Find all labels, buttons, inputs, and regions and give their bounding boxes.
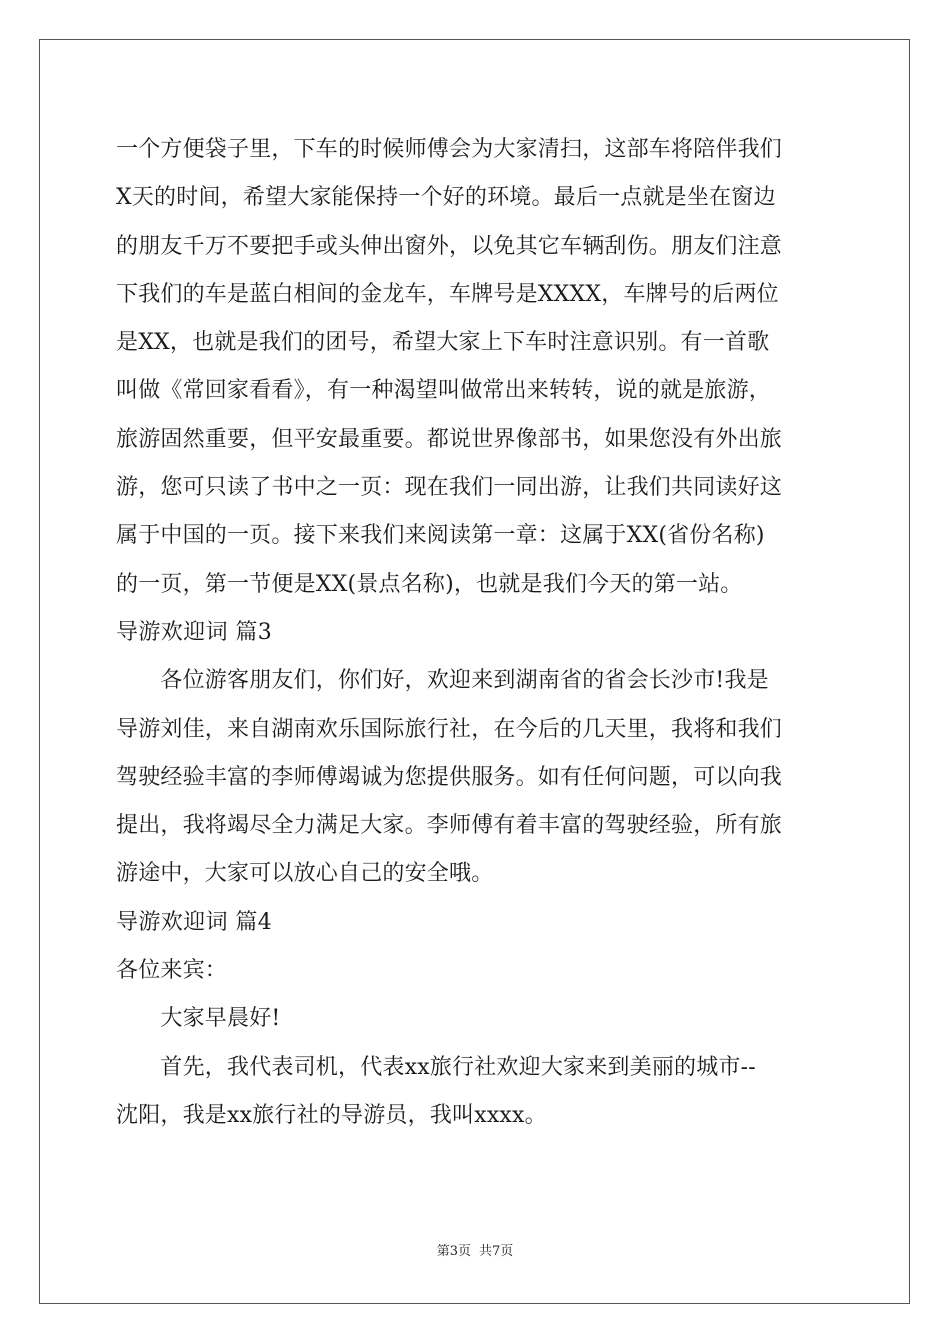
section-heading-3: 导游欢迎词 篇3 (116, 619, 273, 645)
salutation: 各位来宾： (116, 958, 228, 984)
text-line: 首先，我代表司机，代表xx旅行社欢迎大家来到美丽的城市-- (116, 1054, 756, 1080)
text-line: 属于中国的一页。接下来我们来阅读第一章：这属于XX(省份名称) (116, 523, 765, 549)
text-line: 是XX，也就是我们的团号，希望大家上下车时注意识别。有一首歌 (116, 330, 770, 356)
text-line: 各位游客朋友们，你们好，欢迎来到湖南省的省会长沙市!我是 (116, 668, 769, 694)
text-line: 驾驶经验丰富的李师傅竭诚为您提供服务。如有任何问题，可以向我 (116, 764, 783, 790)
text-line: 游途中，大家可以放心自己的安全哦。 (116, 861, 494, 887)
text-line: 的朋友千万不要把手或头伸出窗外，以免其它车辆刮伤。朋友们注意 (116, 233, 783, 259)
text-line: 叫做《常回家看看》，有一种渴望叫做常出来转转，说的就是旅游， (116, 378, 772, 404)
text-line: 一个方便袋子里，下车的时候师傅会为大家清扫，这部车将陪伴我们 (116, 137, 783, 162)
text-line: 导游刘佳，来自湖南欢乐国际旅行社，在今后的几天里，我将和我们 (116, 716, 783, 742)
document-body (116, 126, 836, 1140)
text-line: 旅游固然重要，但平安最重要。都说世界像部书，如果您没有外出旅 (116, 426, 783, 452)
text-line: 提出，我将竭尽全力满足大家。李师傅有着丰富的驾驶经验，所有旅 (116, 813, 783, 839)
text-line: X天的时间，希望大家能保持一个好的环境。最后一点就是坐在窗边 (116, 185, 776, 211)
page-footer (0, 1243, 950, 1261)
greeting-line: 大家早晨好! (116, 1006, 281, 1032)
section-heading-4: 导游欢迎词 篇4 (116, 909, 273, 935)
text-line: 的一页，第一节便是XX(景点名称)，也就是我们今天的第一站。 (116, 571, 743, 597)
text-line: 游，您可只读了书中之一页：现在我们一同出游，让我们共同读好这 (116, 475, 783, 501)
text-line: 沈阳，我是xx旅行社的导游员，我叫xxxx。 (116, 1102, 547, 1128)
text-line: 下我们的车是蓝白相间的金龙车，车牌号是XXXX，车牌号的后两位 (116, 281, 779, 307)
page-number-total: 共7页 (479, 1244, 514, 1259)
page-number-current: 第3页 (436, 1244, 471, 1259)
